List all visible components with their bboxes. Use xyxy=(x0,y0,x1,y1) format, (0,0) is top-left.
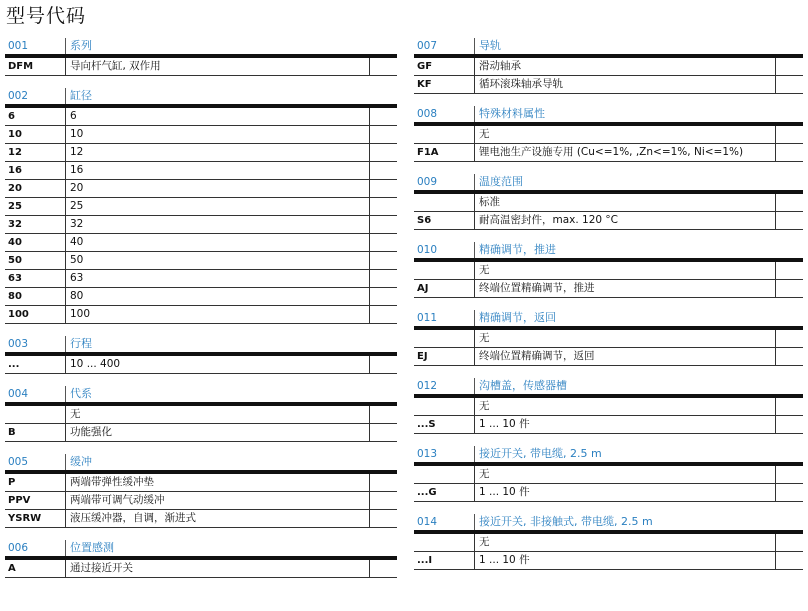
option-row xyxy=(414,534,803,552)
option-code xyxy=(414,466,474,483)
selection-box xyxy=(775,398,803,415)
selection-box xyxy=(369,198,397,215)
section-header xyxy=(414,377,803,394)
selection-box xyxy=(775,552,803,569)
section-header xyxy=(414,37,803,54)
selection-box xyxy=(775,466,803,483)
option-code: DFM xyxy=(8,61,34,72)
selection-box xyxy=(775,212,803,229)
option-description: 导向杆气缸, 双作用 xyxy=(65,58,369,75)
option-description: 无 xyxy=(474,534,775,551)
option-description: 无 xyxy=(474,262,775,279)
section-header xyxy=(5,37,397,54)
option-description: 1 ... 10 件 xyxy=(474,552,775,569)
option-section-005 xyxy=(5,453,397,528)
selection-box xyxy=(775,534,803,551)
selection-box xyxy=(369,288,397,305)
selection-box xyxy=(369,560,397,577)
option-row xyxy=(5,406,397,424)
option-description: 50 xyxy=(65,252,369,269)
option-description: 锂电池生产设施专用 (Cu<=1%, ,Zn<=1%, Ni<=1%) xyxy=(474,144,775,161)
selection-box xyxy=(775,262,803,279)
option-code: ... xyxy=(8,359,20,370)
option-description: 两端带可调气动缓冲 xyxy=(65,492,369,509)
option-row xyxy=(5,108,397,126)
option-section-013 xyxy=(414,445,803,502)
section-title: 位置感测 xyxy=(65,540,397,556)
section-number: 014 xyxy=(417,516,438,528)
option-code xyxy=(414,262,474,279)
selection-box xyxy=(369,406,397,423)
option-row xyxy=(414,484,803,502)
option-row xyxy=(414,416,803,434)
option-description: 40 xyxy=(65,234,369,251)
option-description: 16 xyxy=(65,162,369,179)
right-column xyxy=(414,37,803,581)
option-description: 耐高温密封件，max. 120 °C xyxy=(474,212,775,229)
option-row xyxy=(414,398,803,416)
option-code: 50 xyxy=(8,255,22,266)
option-row xyxy=(5,216,397,234)
selection-box xyxy=(775,76,803,93)
option-section-010 xyxy=(414,241,803,298)
option-code: EJ xyxy=(417,351,428,362)
section-title: 接近开关, 非接触式, 带电缆, 2.5 m xyxy=(474,514,803,530)
option-section-011 xyxy=(414,309,803,366)
selection-box xyxy=(775,416,803,433)
option-description: 无 xyxy=(474,466,775,483)
option-description: 100 xyxy=(65,306,369,323)
selection-box xyxy=(775,348,803,365)
selection-box xyxy=(369,474,397,491)
selection-box xyxy=(369,234,397,251)
section-title: 特殊材料属性 xyxy=(474,106,803,122)
option-code: AJ xyxy=(417,283,429,294)
selection-box xyxy=(775,58,803,75)
section-header xyxy=(5,539,397,556)
option-description: 液压缓冲器，自调，渐进式 xyxy=(65,510,369,527)
option-row xyxy=(5,252,397,270)
option-section-003 xyxy=(5,335,397,374)
option-code: 6 xyxy=(8,111,15,122)
option-section-012 xyxy=(414,377,803,434)
selection-box xyxy=(369,306,397,323)
option-code: YSRW xyxy=(8,513,42,524)
selection-box xyxy=(369,270,397,287)
option-code: 32 xyxy=(8,219,22,230)
option-description: 10 ... 400 xyxy=(65,356,369,373)
option-code: 10 xyxy=(8,129,22,140)
option-row xyxy=(414,144,803,162)
option-description: 终端位置精确调节，推进 xyxy=(474,280,775,297)
option-code: A xyxy=(8,563,16,574)
option-row xyxy=(5,492,397,510)
option-code: B xyxy=(8,427,16,438)
option-code xyxy=(414,194,474,211)
section-title: 精确调节，推进 xyxy=(474,242,803,258)
option-code: KF xyxy=(417,79,432,90)
selection-box xyxy=(775,194,803,211)
option-code: 80 xyxy=(8,291,22,302)
option-row xyxy=(5,510,397,528)
section-number: 009 xyxy=(417,176,438,188)
selection-box xyxy=(775,126,803,143)
option-row xyxy=(5,162,397,180)
option-description: 63 xyxy=(65,270,369,287)
selection-box xyxy=(369,424,397,441)
option-row xyxy=(5,58,397,76)
option-code: ...I xyxy=(417,555,433,566)
section-number: 012 xyxy=(417,380,438,392)
section-title: 沟槽盖，传感器槽 xyxy=(474,378,803,394)
option-row xyxy=(414,76,803,94)
selection-box xyxy=(775,144,803,161)
option-row xyxy=(414,466,803,484)
selection-box xyxy=(369,108,397,125)
section-number: 002 xyxy=(8,90,29,102)
section-header xyxy=(414,309,803,326)
option-row xyxy=(5,356,397,374)
option-description: 循环滚珠轴承导轨 xyxy=(474,76,775,93)
section-number: 007 xyxy=(417,40,438,52)
option-section-009 xyxy=(414,173,803,230)
section-title: 精确调节，返回 xyxy=(474,310,803,326)
option-description: 无 xyxy=(474,398,775,415)
section-number: 006 xyxy=(8,542,29,554)
selection-box xyxy=(369,162,397,179)
left-column xyxy=(5,37,397,589)
option-code: 12 xyxy=(8,147,22,158)
option-description: 80 xyxy=(65,288,369,305)
option-row xyxy=(414,212,803,230)
option-code xyxy=(5,406,65,423)
section-header xyxy=(5,453,397,470)
option-row xyxy=(5,126,397,144)
selection-box xyxy=(775,280,803,297)
option-section-014 xyxy=(414,513,803,570)
option-row xyxy=(414,330,803,348)
section-title: 导轨 xyxy=(474,38,803,54)
selection-box xyxy=(369,510,397,527)
option-section-002 xyxy=(5,87,397,324)
option-code: ...S xyxy=(417,419,436,430)
option-row xyxy=(5,234,397,252)
option-row xyxy=(414,126,803,144)
section-header xyxy=(414,105,803,122)
option-code: S6 xyxy=(417,215,432,226)
selection-box xyxy=(369,180,397,197)
option-code: ...G xyxy=(417,487,437,498)
option-code: P xyxy=(8,477,16,488)
option-code xyxy=(414,330,474,347)
section-title: 缓冲 xyxy=(65,454,397,470)
option-code: 40 xyxy=(8,237,22,248)
option-description: 标准 xyxy=(474,194,775,211)
option-row xyxy=(5,560,397,578)
option-description: 终端位置精确调节，返回 xyxy=(474,348,775,365)
section-number: 001 xyxy=(8,40,29,52)
option-description: 25 xyxy=(65,198,369,215)
option-description: 无 xyxy=(474,126,775,143)
section-header xyxy=(414,445,803,462)
option-section-007 xyxy=(414,37,803,94)
option-row xyxy=(5,474,397,492)
selection-box xyxy=(369,126,397,143)
option-code: F1A xyxy=(417,147,439,158)
section-header xyxy=(414,513,803,530)
section-number: 013 xyxy=(417,448,438,460)
option-code xyxy=(414,398,474,415)
option-row xyxy=(414,58,803,76)
option-row xyxy=(414,194,803,212)
option-row xyxy=(5,306,397,324)
option-description: 功能强化 xyxy=(65,424,369,441)
selection-box xyxy=(369,356,397,373)
section-title: 缸径 xyxy=(65,88,397,104)
option-description: 1 ... 10 件 xyxy=(474,416,775,433)
section-number: 008 xyxy=(417,108,438,120)
option-code xyxy=(414,534,474,551)
option-row xyxy=(5,424,397,442)
selection-box xyxy=(369,144,397,161)
option-description: 1 ... 10 件 xyxy=(474,484,775,501)
option-code: 25 xyxy=(8,201,22,212)
option-description: 两端带弹性缓冲垫 xyxy=(65,474,369,491)
selection-box xyxy=(369,252,397,269)
option-section-004 xyxy=(5,385,397,442)
section-number: 005 xyxy=(8,456,29,468)
option-description: 20 xyxy=(65,180,369,197)
option-code: PPV xyxy=(8,495,31,506)
option-description: 6 xyxy=(65,108,369,125)
section-title: 行程 xyxy=(65,336,397,352)
section-number: 011 xyxy=(417,312,438,324)
section-title: 温度范围 xyxy=(474,174,803,190)
section-number: 010 xyxy=(417,244,438,256)
option-description: 通过接近开关 xyxy=(65,560,369,577)
option-description: 10 xyxy=(65,126,369,143)
option-code: 20 xyxy=(8,183,22,194)
section-number: 003 xyxy=(8,338,29,350)
section-header xyxy=(5,385,397,402)
option-description: 无 xyxy=(474,330,775,347)
option-section-001 xyxy=(5,37,397,76)
option-description: 32 xyxy=(65,216,369,233)
section-number: 004 xyxy=(8,388,29,400)
option-row xyxy=(414,280,803,298)
selection-box xyxy=(369,58,397,75)
section-title: 代系 xyxy=(65,386,397,402)
option-code: 100 xyxy=(8,309,29,320)
option-code: 63 xyxy=(8,273,22,284)
section-title: 接近开关, 带电缆, 2.5 m xyxy=(474,446,803,462)
option-row xyxy=(414,262,803,280)
option-row xyxy=(5,198,397,216)
option-row xyxy=(5,144,397,162)
section-header xyxy=(5,335,397,352)
option-description: 12 xyxy=(65,144,369,161)
selection-box xyxy=(775,484,803,501)
option-section-008 xyxy=(414,105,803,162)
page-title: 型号代码 xyxy=(6,5,87,27)
option-code: 16 xyxy=(8,165,22,176)
option-row xyxy=(5,270,397,288)
option-section-006 xyxy=(5,539,397,578)
selection-box xyxy=(775,330,803,347)
option-row xyxy=(5,288,397,306)
selection-box xyxy=(369,492,397,509)
option-row xyxy=(5,180,397,198)
option-row xyxy=(414,348,803,366)
option-description: 无 xyxy=(65,406,369,423)
section-header xyxy=(414,173,803,190)
option-row xyxy=(414,552,803,570)
selection-box xyxy=(369,216,397,233)
option-code xyxy=(414,126,474,143)
option-code: GF xyxy=(417,61,433,72)
section-header xyxy=(5,87,397,104)
section-title: 系列 xyxy=(65,38,397,54)
section-header xyxy=(414,241,803,258)
option-description: 滑动轴承 xyxy=(474,58,775,75)
